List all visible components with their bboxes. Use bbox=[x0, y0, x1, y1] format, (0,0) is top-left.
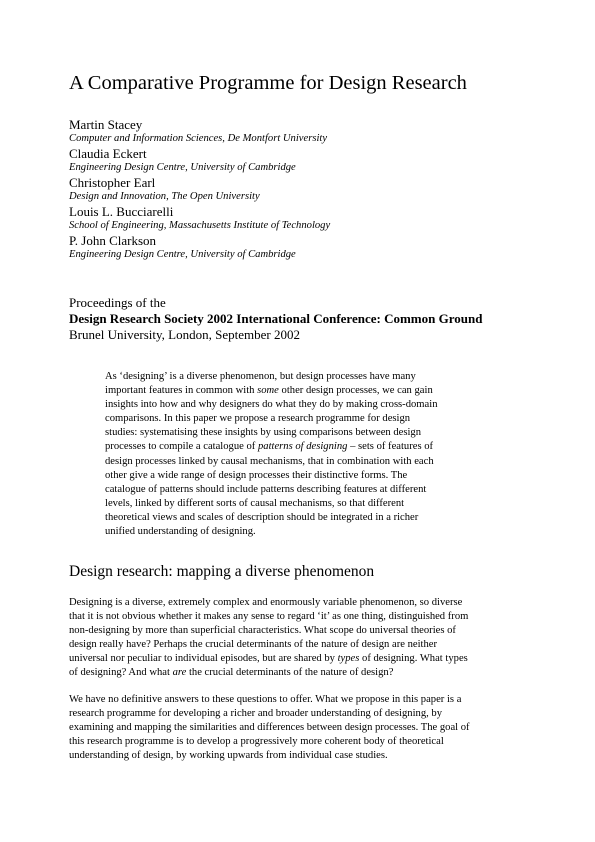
author-affiliation: Design and Innovation, The Open University bbox=[69, 191, 260, 202]
paragraph-line bbox=[69, 666, 529, 680]
abstract-line: other give a wide range of design processes their distinctive forms. The bbox=[105, 469, 408, 481]
paragraph-line: We have no definitive answers to these questions to offer. What we propose in this paper is a bbox=[69, 694, 462, 705]
paragraph-line: Designing is a diverse, extremely complex and enormously variable phenomenon, so diverse bbox=[69, 597, 463, 608]
text-run: of designing. What types bbox=[359, 653, 468, 665]
text-run: processes to compile a catalogue of bbox=[105, 441, 258, 453]
author-name: Claudia Eckert bbox=[69, 146, 147, 161]
paragraph-line: research programme for developing a richer and broader understanding of designing, by bbox=[69, 708, 443, 720]
paragraph-line: understanding of design, by working upwards from individual case studies. bbox=[69, 750, 388, 762]
abstract-line: theoretical views and scales of description should be integrated in a richer bbox=[105, 511, 419, 523]
text-run: the crucial determinants of the nature of design? bbox=[186, 667, 394, 679]
abstract-line: insights into how and why designers do what they do by making cross-domain bbox=[105, 399, 438, 411]
paragraph-line bbox=[69, 652, 529, 666]
abstract-line: unified understanding of designing. bbox=[105, 526, 256, 538]
author-name: Martin Stacey bbox=[69, 117, 143, 132]
proceedings-line: Proceedings of the bbox=[69, 295, 166, 310]
abstract-line bbox=[105, 440, 525, 454]
conference-name: Design Research Society 2002 International Conference: Common Ground bbox=[69, 311, 483, 326]
emphasis: patterns of designing bbox=[257, 441, 348, 453]
body-paragraph bbox=[69, 693, 529, 763]
paper-title: A Comparative Programme for Design Research bbox=[69, 72, 467, 94]
text-run: – sets of features of bbox=[347, 441, 434, 453]
text-run: other design processes, we can gain bbox=[278, 385, 433, 397]
abstract-line: catalogue of patterns should include patterns describing features at different bbox=[105, 483, 427, 495]
paragraph-line: design really have? Perhaps the crucial determinants of the nature of design are neither bbox=[69, 639, 437, 651]
abstract-line: levels, linked by different sorts of causal mechanisms, so that different bbox=[105, 497, 405, 509]
paragraph-line: examining and mapping the similarities and differences between design processes. The goal of bbox=[69, 722, 470, 734]
abstract-line bbox=[105, 384, 525, 398]
author-name: Louis L. Bucciarelli bbox=[69, 204, 174, 219]
text-run: important features in common with bbox=[105, 385, 258, 397]
proceedings-info bbox=[69, 295, 482, 343]
abstract-line: As ‘designing’ is a diverse phenomenon, but design processes have many bbox=[105, 371, 416, 382]
author-affiliation: Computer and Information Sciences, De Montfort University bbox=[69, 133, 328, 144]
emphasis: some bbox=[257, 385, 279, 397]
emphasis: types bbox=[337, 653, 360, 665]
abstract-line: comparisons. In this paper we propose a research programme for design bbox=[105, 413, 411, 425]
section-heading: Design research: mapping a diverse phenomenon bbox=[69, 563, 375, 580]
conference-venue: Brunel University, London, September 2002 bbox=[69, 327, 300, 342]
paragraph-line: this research programme is to develop a progressively more coherent body of theoretical bbox=[69, 736, 444, 748]
paragraph-line: that it is not obvious whether it makes any sense to regard ‘it’ as one thing, distinguished from bbox=[69, 611, 469, 623]
emphasis: are bbox=[172, 667, 187, 679]
abstract-line: studies: systematising these insights by using comparisons between design bbox=[105, 427, 422, 439]
paragraph-line: non-designing by more than superficial characteristics. What scope do universal theories of bbox=[69, 625, 456, 637]
author-affiliation: Engineering Design Centre, University of Cambridge bbox=[69, 162, 296, 173]
author-name: Christopher Earl bbox=[69, 175, 156, 190]
text-run: of designing? And what bbox=[69, 667, 173, 679]
body-paragraph bbox=[69, 596, 529, 681]
author-name: P. John Clarkson bbox=[69, 233, 157, 248]
abstract bbox=[105, 370, 525, 539]
author-affiliation: School of Engineering, Massachusetts Institute of Technology bbox=[69, 220, 331, 231]
text-run: universal nor peculiar to individual episodes, but are shared by bbox=[69, 653, 338, 665]
author-affiliation: Engineering Design Centre, University of Cambridge bbox=[69, 249, 296, 260]
abstract-line: design processes linked by causal mechanisms, that in combination with each bbox=[105, 455, 434, 467]
author-list bbox=[69, 117, 330, 262]
